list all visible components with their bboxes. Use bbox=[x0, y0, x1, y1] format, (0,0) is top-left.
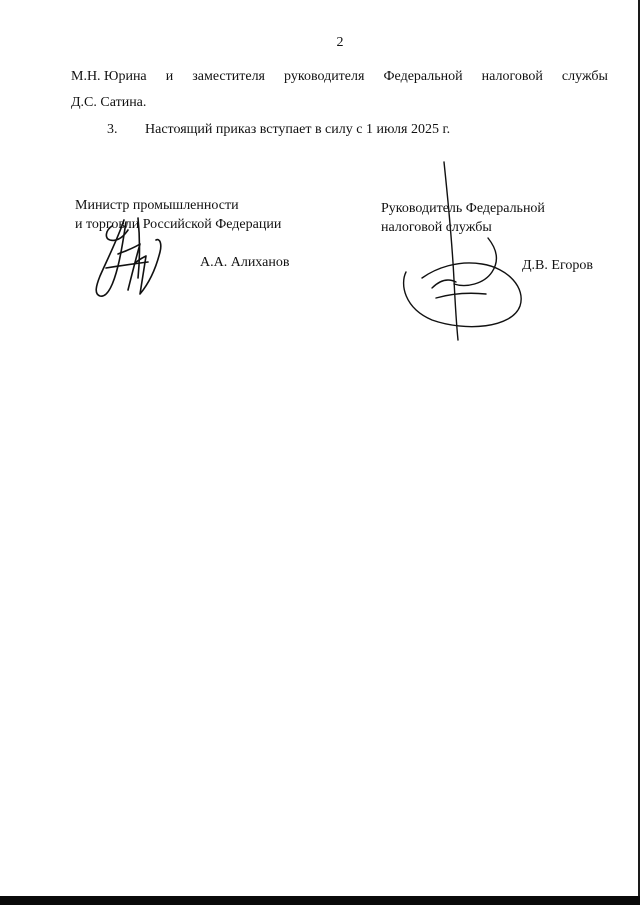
word: заместителя bbox=[192, 69, 265, 84]
left-signer-title-line2: и торговли Российской Федерации bbox=[75, 217, 282, 232]
left-signer-title-line1: Министр промышленности bbox=[75, 198, 239, 213]
word: Федеральной bbox=[383, 69, 463, 84]
paragraph-line-justified bbox=[71, 68, 608, 86]
item-text: Настоящий приказ вступает в силу с 1 июля 2025 г. bbox=[145, 122, 451, 137]
right-handwritten-signature bbox=[396, 160, 530, 342]
page-number: 2 bbox=[336, 35, 344, 50]
word: руководителя bbox=[284, 69, 365, 84]
left-signer-name: А.А. Алиханов bbox=[200, 255, 290, 270]
numbered-item bbox=[107, 121, 450, 139]
word: службы bbox=[561, 69, 608, 84]
word: М.Н. Юрина bbox=[71, 69, 147, 84]
right-signer-title-line2: налоговой службы bbox=[381, 220, 492, 235]
paragraph-line-end: Д.С. Сатина. bbox=[71, 95, 147, 110]
scan-edge-bottom bbox=[0, 896, 640, 905]
word: и bbox=[165, 69, 174, 84]
word: налоговой bbox=[481, 69, 543, 84]
right-signer-title-line1: Руководитель Федеральной bbox=[381, 201, 545, 216]
item-number: 3. bbox=[107, 122, 118, 137]
right-signer-name: Д.В. Егоров bbox=[522, 258, 593, 273]
